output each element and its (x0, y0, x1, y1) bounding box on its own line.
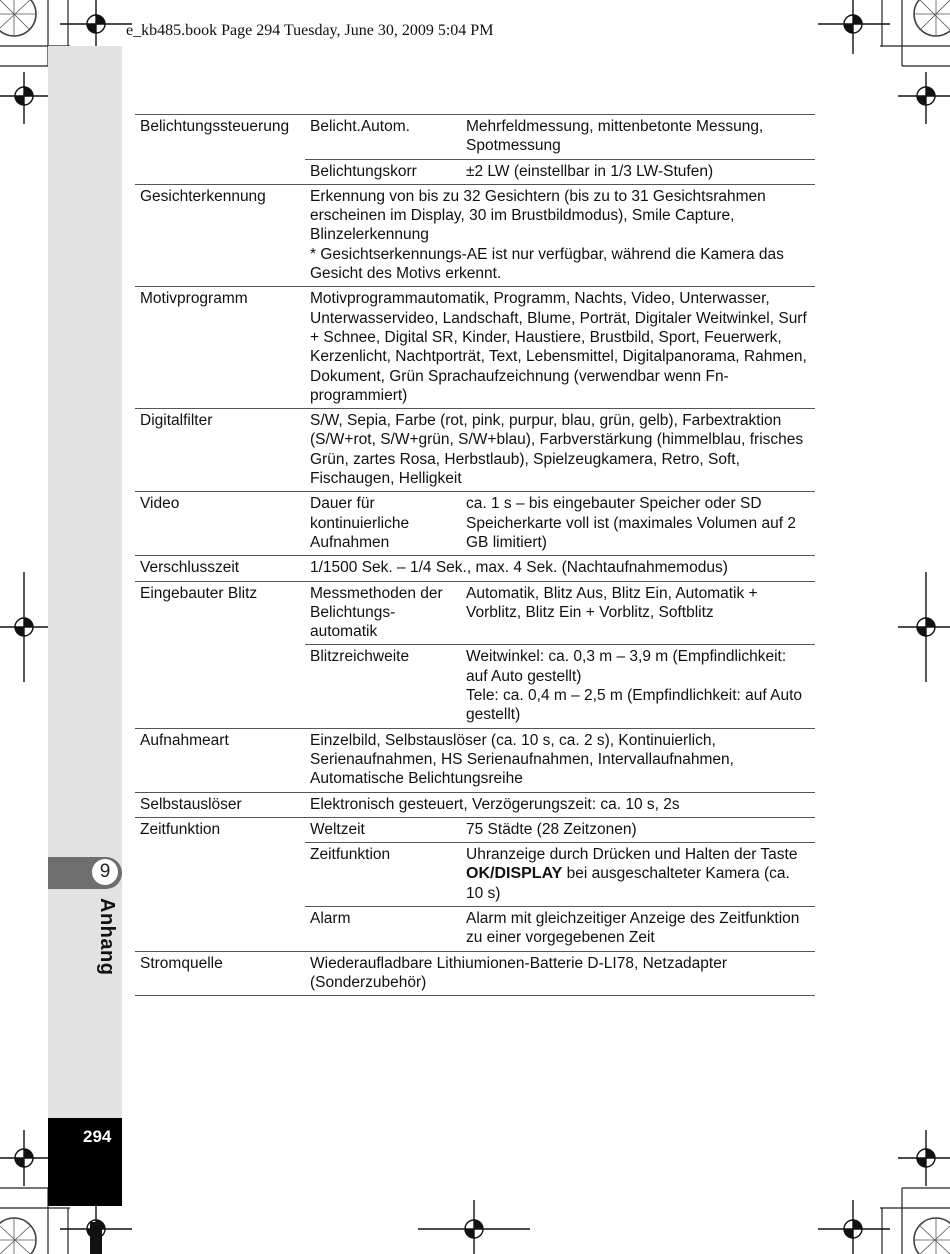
spec-label: Zeitfunktion (135, 817, 305, 951)
spec-value: Tele: ca. 0,4 m – 2,5 m (Empfindlichkeit: auf Auto gestellt) (466, 687, 802, 724)
spec-value-cell (461, 645, 815, 728)
spec-value: Alarm mit gleichzeitiger Anzeige des Zeitfunktion zu einer vorgegebenen Zeit (461, 906, 815, 951)
spec-sublabel: Belicht.Autom. (305, 115, 461, 160)
spec-row-verschluss (135, 556, 815, 581)
page-number: 294 (83, 1127, 112, 1146)
spec-sublabel: Weltzeit (305, 817, 461, 842)
spec-sublabel: Zeitfunktion (305, 843, 461, 907)
spec-value: Mehrfeldmessung, mittenbetonte Messung, Spotmessung (461, 115, 815, 160)
spec-value: Automatik, Blitz Aus, Blitz Ein, Automatik + Vorblitz, Blitz Ein + Vorblitz, Softblitz (461, 581, 815, 645)
spec-value: Weitwinkel: ca. 0,3 m – 3,9 m (Empfindlichkeit: auf Auto gestellt) (466, 648, 787, 685)
spec-value: Elektronisch gesteuert, Verzögerungszeit: ca. 10 s, 2s (305, 792, 815, 817)
spec-sublabel: Messmethoden der Belichtungs-automatik (305, 581, 461, 645)
spec-label: Belichtungssteuerung (135, 115, 305, 185)
spec-value: ca. 1 s – bis eingebauter Speicher oder SD Speicherkarte voll ist (maximales Volumen auf 2 GB limitiert) (461, 492, 815, 556)
spec-value-text: Uhranzeige durch Drücken und Halten der Taste (466, 846, 798, 864)
spec-label: Motivprogramm (135, 287, 305, 409)
spec-label: Video (135, 492, 305, 556)
spec-row-filter (135, 409, 815, 492)
spec-label: Gesichterkennung (135, 184, 305, 286)
spec-row-aufnahmeart (135, 728, 815, 792)
spec-value: Einzelbild, Selbstauslöser (ca. 10 s, ca. 2 s), Kontinuierlich, Serienaufnahmen, HS Serienaufnahmen, Intervallaufnahmen, Automatische Belichtungsreihe (305, 728, 815, 792)
spec-row-blitz (135, 581, 815, 645)
spec-row-motiv (135, 287, 815, 409)
spec-label: Digitalfilter (135, 409, 305, 492)
chapter-label: Anhang (96, 898, 118, 976)
spec-value: Erkennung von bis zu 32 Gesichtern (bis zu to 31 Gesichtsrahmen erscheinen im Display, 30 im Brustbildmodus), Smile Capture, Blinzelerkennung (310, 187, 766, 244)
spec-sublabel: Belichtungskorr (305, 159, 461, 184)
spec-value-cell (461, 843, 815, 907)
spec-label: Stromquelle (135, 951, 305, 996)
spec-sublabel: Blitzreichweite (305, 645, 461, 728)
spec-row-belichtung (135, 115, 815, 160)
spec-sublabel: Alarm (305, 906, 461, 951)
spec-row-video (135, 492, 815, 556)
spec-value: Motivprogrammautomatik, Programm, Nachts, Video, Unterwasser, Unterwasservideo, Landschaft, Blume, Porträt, Digitaler Weitwinkel, Surf + Schnee, Digital SR, Kinder, Haustiere, Brustbild, Sport, Feuerwerk, Kerzenlicht, Nachtporträt, Text, Lebensmittel, Digitalpanorama, Rahmen, Dokument, Grün Sprachaufzeichnung (verwendbar wenn Fn-programmiert) (305, 287, 815, 409)
print-header: e_kb485.book Page 294 Tuesday, June 30, 2009 5:04 PM (126, 22, 494, 39)
spec-value: 1/1500 Sek. – 1/4 Sek., max. 4 Sek. (Nachtaufnahmemodus) (305, 556, 815, 581)
spec-note: * Gesichtserkennungs-AE ist nur verfügbar, während die Kamera das Gesicht des Motivs erkennt. (310, 245, 784, 283)
spec-row-selbst (135, 792, 815, 817)
chapter-number: 9 (92, 859, 118, 885)
spec-sublabel: Dauer für kontinuierliche Aufnahmen (305, 492, 461, 556)
spec-value: ±2 LW (einstellbar in 1/3 LW-Stufen) (461, 159, 815, 184)
spec-value: 75 Städte (28 Zeitzonen) (461, 817, 815, 842)
spec-row-gesicht (135, 184, 815, 286)
spec-value: Wiederaufladbare Lithiumionen-Batterie D-LI78, Netzadapter (Sonderzubehör) (305, 951, 815, 996)
spec-row-zeit (135, 817, 815, 842)
chapter-side-band (48, 46, 122, 1206)
spec-label: Eingebauter Blitz (135, 581, 305, 728)
spec-label: Selbstauslöser (135, 792, 305, 817)
spec-value-text: bei ausgeschalteter Kamera (ca. 10 s) (466, 865, 790, 902)
spec-value-cell (305, 184, 815, 286)
ok-display-key-label: OK/DISPLAY (466, 865, 563, 883)
spec-label: Verschlusszeit (135, 556, 305, 581)
spec-value: S/W, Sepia, Farbe (rot, pink, purpur, blau, grün, gelb), Farbextraktion (S/W+rot, S/W+grün, S/W+blau), Farbverstärkung (himmelblau, frisches Grün, zartes Rosa, Herbstlaub), Spielzeugkamera, Retro, Soft, Fischaugen, Helligkeit (305, 409, 815, 492)
spec-label: Aufnahmeart (135, 728, 305, 792)
specifications-table (135, 114, 815, 996)
spec-row-strom (135, 951, 815, 996)
